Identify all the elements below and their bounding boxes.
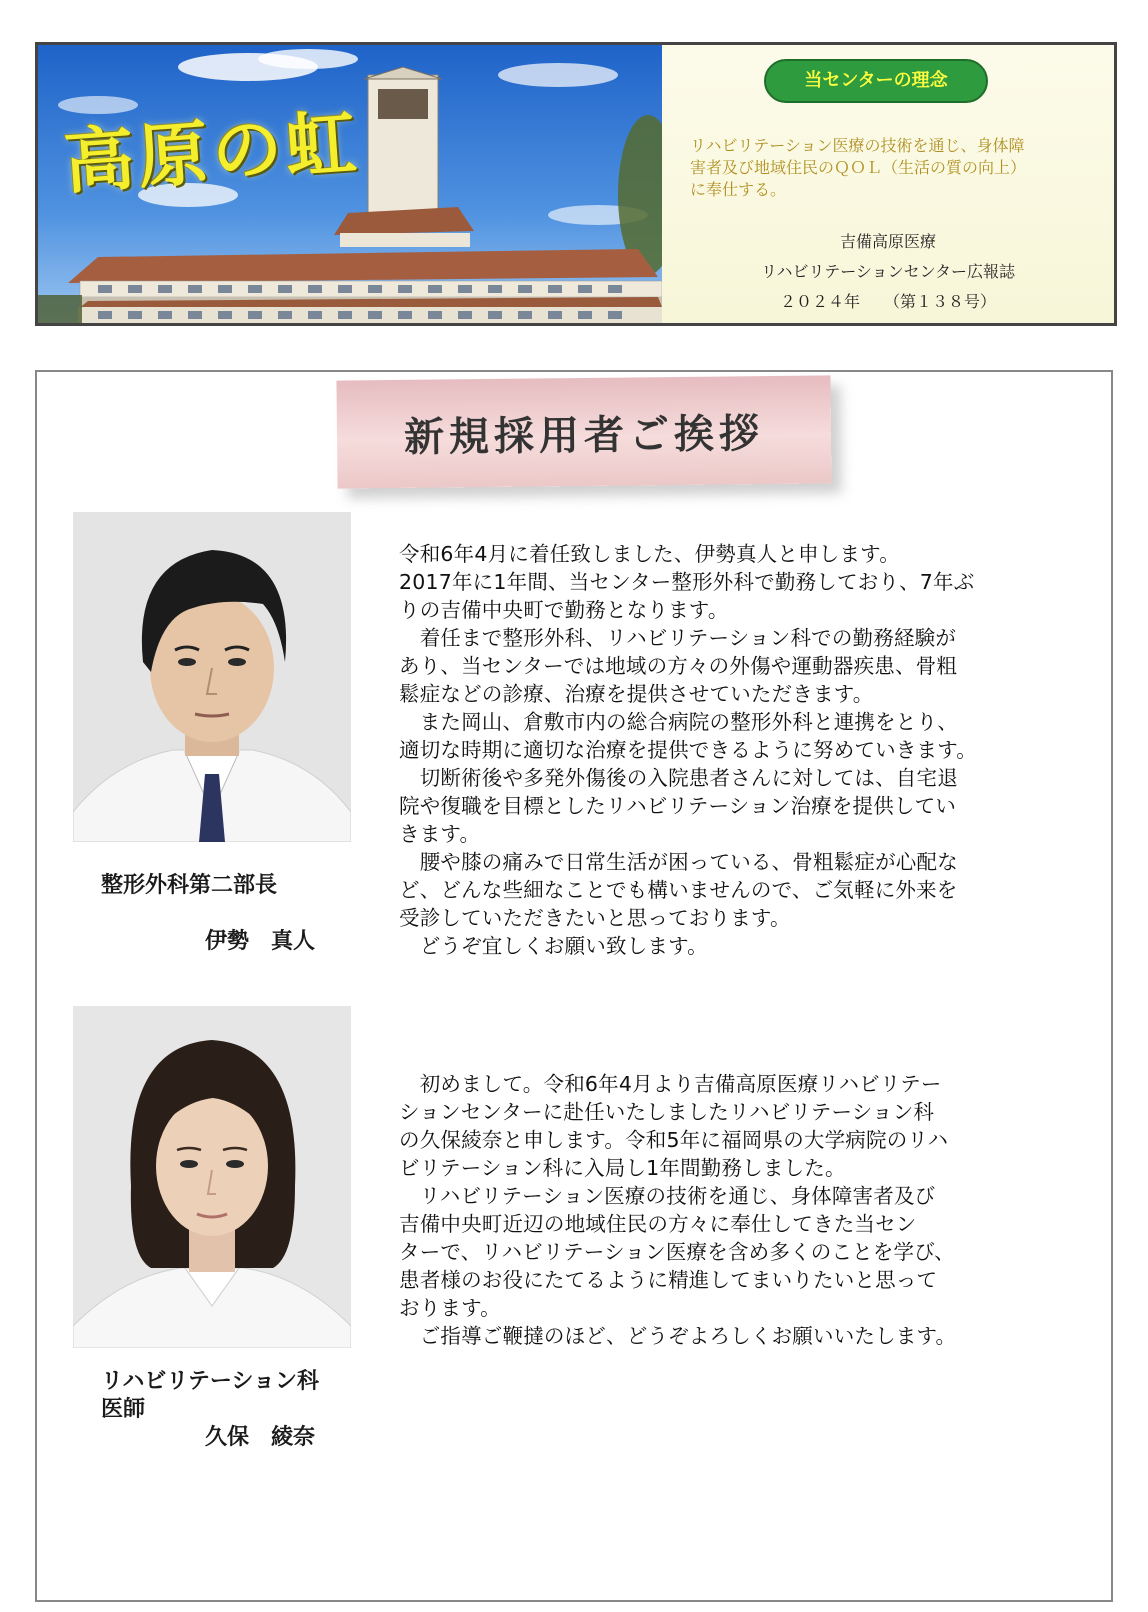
profile-photo-kubo (73, 1006, 351, 1348)
bio-line: 適切な時期に適切な治療を提供できるように努めていきます。 (399, 738, 977, 762)
profile-caption-kubo (101, 1368, 319, 1452)
masthead-title: 高原の虹 (61, 100, 363, 204)
bio-line: 患者様のお役にたてるように精進してまいりたいと思って (399, 1268, 938, 1292)
profile-bio-ise (399, 540, 1079, 960)
profile-caption-ise (101, 872, 315, 956)
philosophy-line: に奉仕する。 (690, 180, 787, 199)
bio-line: また岡山、倉敷市内の総合病院の整形外科と連携をとり、 (399, 710, 958, 734)
bio-line: 腰や膝の痛みで日常生活が困っている、骨粗鬆症が心配な (399, 850, 958, 874)
profile-role: 整形外科第二部長 (101, 873, 278, 898)
bio-line: 初めまして。令和6年4月より吉備高原医療リハビリテー (399, 1072, 942, 1096)
bio-line: ど、どんな些細なことでも構いませんので、ご気軽に外来を (399, 878, 958, 902)
greetings-section (35, 370, 1113, 1602)
publisher-magazine: リハビリテーションセンター広報誌 (761, 262, 1015, 281)
bio-line: 切断術後や多発外傷後の入院患者さんに対しては、自宅退 (399, 766, 958, 790)
publisher-name: 吉備高原医療 (839, 232, 936, 251)
bio-line: りの吉備中央町で勤務となります。 (399, 598, 729, 622)
profile-photo-ise (73, 512, 351, 842)
philosophy-line: リハビリテーション医療の技術を通じ、身体障 (690, 136, 1025, 155)
profile-role: 医師 (101, 1397, 146, 1422)
profile-name: 久保 綾奈 (205, 1425, 316, 1450)
philosophy-text (690, 135, 1090, 201)
bio-line: 着任まで整形外科、リハビリテーション科での勤務経験が (399, 626, 957, 650)
bio-line: ビリテーション科に入局し1年間勤務しました。 (399, 1156, 846, 1180)
bio-line: きます。 (399, 822, 481, 846)
bio-line: ションセンターに赴任いたしましたリハビリテーション科 (399, 1100, 935, 1124)
bio-line: 院や復職を目標としたリハビリテーション治療を提供してい (399, 794, 957, 818)
section-title: 新規採用者ご挨拶 (403, 409, 765, 461)
portrait-female-icon (73, 1006, 351, 1348)
bio-line: 令和6年4月に着任致しました、伊勢真人と申します。 (399, 542, 900, 566)
bio-line: 2017年に1年間、当センター整形外科で勤務しており、7年ぶ (399, 570, 975, 594)
bio-line: ご指導ご鞭撻のほど、どうぞよろしくお願いいたします。 (399, 1324, 957, 1348)
profile-role: リハビリテーション科 (101, 1369, 320, 1394)
philosophy-badge: 当センターの理念 (764, 59, 988, 103)
bio-line: 受診していただきたいと思っております。 (399, 906, 791, 930)
masthead-image (38, 45, 662, 323)
issue-line: ２０２４年 （第１３８号） (779, 292, 996, 311)
bio-line: どうぞ宜しくお願い致します。 (399, 934, 708, 958)
bio-line: リハビリテーション医療の技術を通じ、身体障害者及び (399, 1184, 936, 1208)
profile-bio-kubo (399, 1070, 1079, 1350)
bio-line: ターで、リハビリテーション医療を含め多くのことを学び、 (399, 1240, 955, 1264)
philosophy-line: 害者及び地域住民のＱＯＬ（生活の質の向上） (690, 158, 1027, 177)
bio-line: おります。 (399, 1296, 501, 1320)
profile-name: 伊勢 真人 (205, 929, 316, 954)
section-banner (336, 375, 831, 488)
philosophy-panel (662, 45, 1114, 323)
bio-line: あり、当センターでは地域の方々の外傷や運動器疾患、骨粗 (399, 654, 958, 678)
bio-line: 吉備中央町近辺の地域住民の方々に奉仕してきた当セン (399, 1212, 917, 1236)
bio-line: 鬆症などの診療、治療を提供させていただきます。 (399, 682, 874, 706)
portrait-male-icon (73, 512, 351, 842)
bio-line: の久保綾奈と申します。令和5年に福岡県の大学病院のリハ (399, 1128, 949, 1152)
masthead-header (35, 42, 1117, 326)
